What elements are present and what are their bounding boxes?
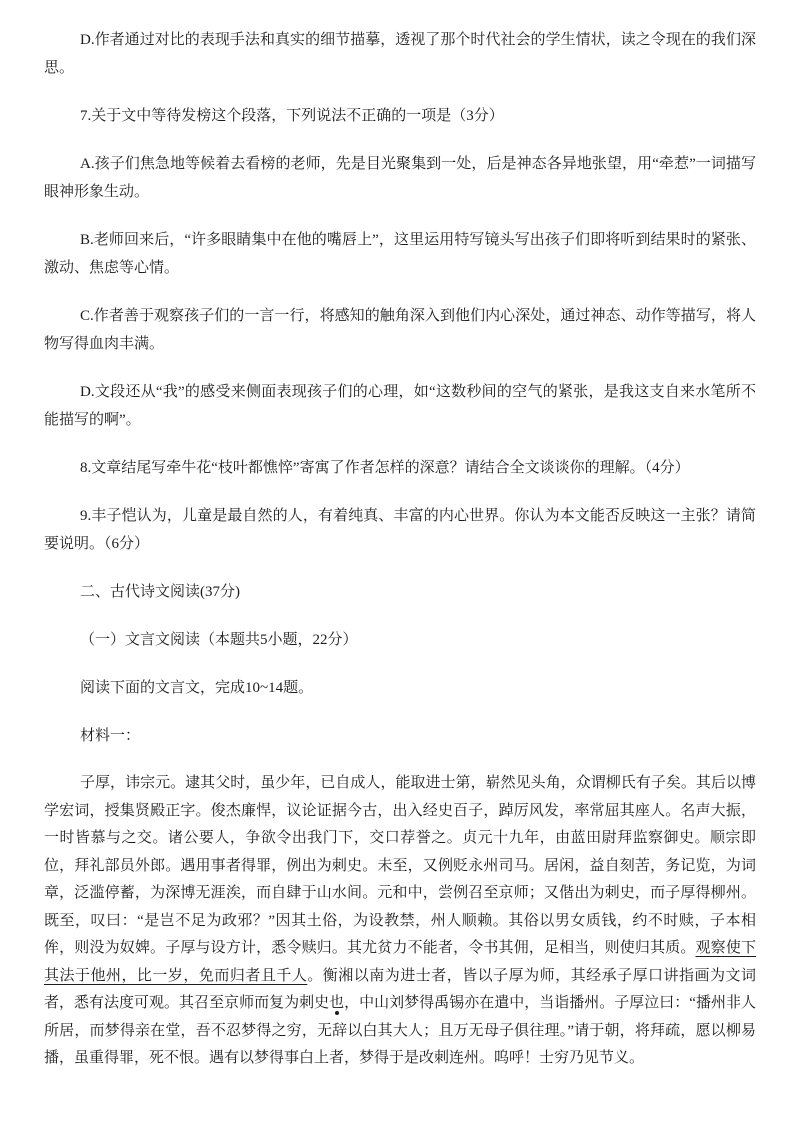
q7-option-c: C.作者善于观察孩子们的一言一行，将感知的触角深入到他们内心深处，通过神态、动作等描写，将人物写得血肉丰满。 (44, 308, 756, 352)
q7-stem: 7.关于文中等待发榜这个段落，下列说法不正确的一项是（3分） (80, 108, 504, 124)
material-text-segment-underline: 观察使下其法于他州，比一岁，免而归者且千人 (44, 940, 756, 984)
material-one-label: 材料一： (80, 728, 141, 744)
q6-option-d: D.作者通过对比的表现手法和真实的细节描摹，透视了那个时代社会的学生情状，读之令现在的我们深思。 (44, 32, 756, 76)
material-text-segment-normal: 。衡湘以南为进士者，皆以子厚为师，其经承子厚口讲指画为文词者，悉有法度可观。其召至京师而复为刺史 (44, 967, 756, 1011)
q7-option-b: B.老师回来后，“许多眼睛集中在他的嘴唇上”，这里运用特写镜头写出孩子们即将听到结果时的紧张、激动、焦虑等心情。 (44, 232, 756, 276)
material-text-segment-normal: 子厚，讳宗元。逮其父时，虽少年，已自成人，能取进士第，崭然见头角，众谓柳氏有子矣。其后以博学宏词，授集贤殿正字。俊杰廉悍，议论证据今古，出入经史百子，踔厉风发，率常屈其座人。名声大振，一时皆慕与之交。诸公要人，争欲令出我门下，交口荐誉之。贞元十九年，由蓝田尉拜监察御史。顺宗即位，拜礼部员外郎。遇用事者得罪，例出为刺史。未至，又例贬永州司马。居闲，益自刻苦，务记览，为词章，泛滥停蓄，为深博无涯涘，而自肆于山水间。元和中，尝例召至京师；又偕出为刺史，而子厚得柳州。既至，叹曰：“是岂不足为政邪？”因其土俗，为设教禁，州人顺赖。其俗以男女质钱，约不时赎，子本相侔，则没为奴婢。子厚与设方计，悉令赎归。其尤贫力不能者，令书其佣，足相当，则使归其质。 (44, 775, 756, 956)
q8-stem: 8.文章结尾写牵牛花“枝叶都憔悴”寄寓了作者怎样的深意？请结合全文谈谈你的理解。（4分） (80, 460, 690, 476)
material-text-segment-emphasis-dot: 也 (329, 995, 345, 1011)
q9-stem: 9.丰子恺认为，儿童是最自然的人，有着纯真、丰富的内心世界。你认为本文能否反映这一主张？请简要说明。（6分） (44, 508, 756, 552)
q7-option-a: A.孩子们焦急地等候着去看榜的老师，先是目光聚集到一处，后是神态各异地张望，用“牵惹”一词描写眼神形象生动。 (44, 156, 756, 200)
material-text-segment-normal: ，中山刘梦得禹锡亦在遣中，当诣播州。子厚泣曰：“播州非人所居，而梦得亲在堂，吾不忍梦得之穷，无辞以白其大人；且万无母子俱往理。”请于朝，将拜疏，愿以柳易播，虽重得罪，死不恨。遇有以梦得事白上者，梦得于是改刺连州。呜呼！士穷乃见节义。 (44, 995, 756, 1066)
part-title-classical-chinese: （一）文言文阅读（本题共5小题，22分） (80, 632, 358, 648)
reading-instruction: 阅读下面的文言文，完成10~14题。 (80, 680, 314, 696)
material-one-text (44, 770, 756, 1073)
q7-option-d: D.文段还从“我”的感受来侧面表现孩子们的心理，如“这数秒间的空气的紧张，是我这支自来水笔所不能描写的啊”。 (44, 384, 756, 428)
section-title-classical-reading: 二、古代诗文阅读(37分) (80, 584, 240, 600)
